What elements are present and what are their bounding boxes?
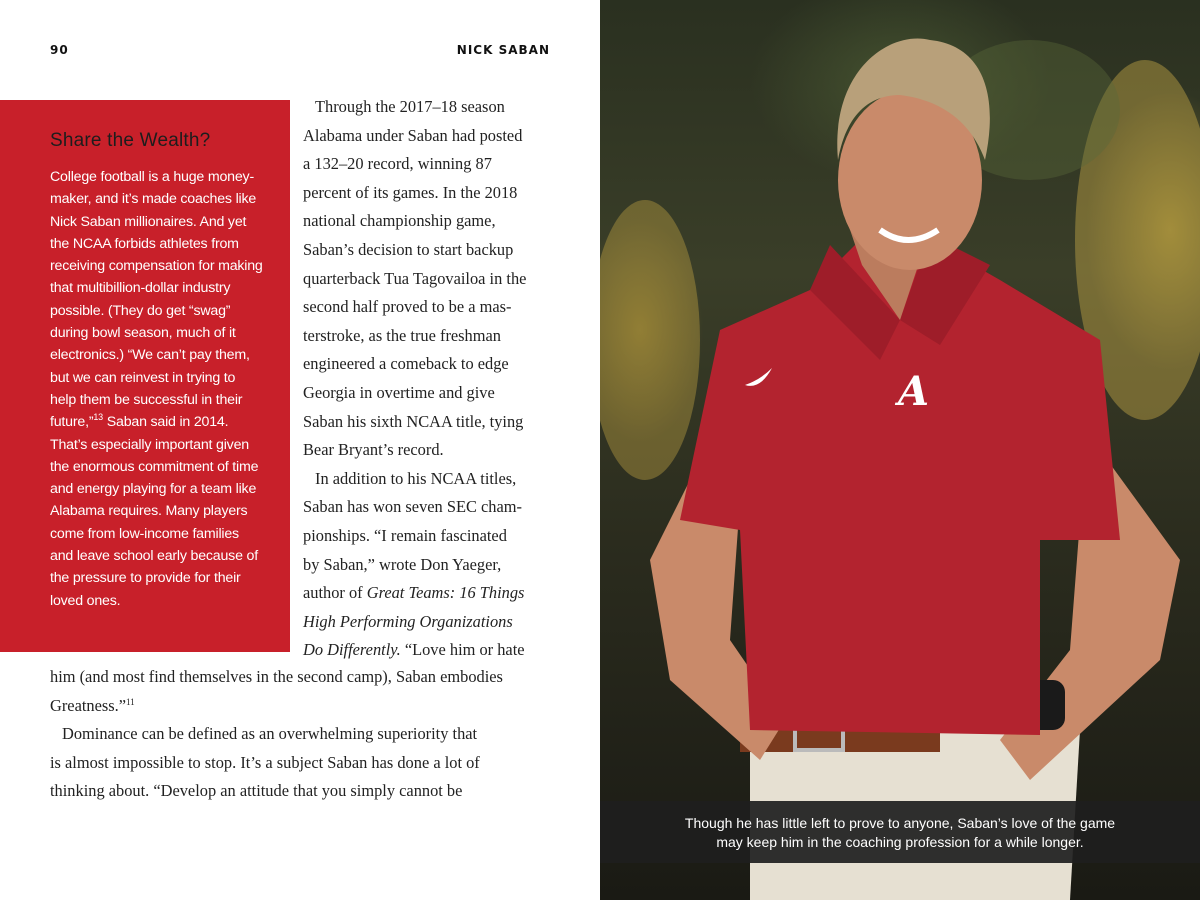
sidebar-line: Nick Saban millionaires. And yet <box>50 213 247 230</box>
sidebar-line: the NCAA forbids athletes from <box>50 235 239 252</box>
book-title: Great Teams: 16 Things <box>366 583 525 603</box>
sidebar-line: the pressure to provide for their <box>50 570 241 587</box>
sidebar-line-part: future,” <box>50 414 94 431</box>
photo-caption <box>600 801 1200 863</box>
sidebar-line: and leave school early because of <box>50 548 258 565</box>
sidebar-box <box>0 100 290 652</box>
body-line <box>303 636 553 665</box>
sidebar-line: help them be successful in their <box>50 391 243 408</box>
body-line: Saban has won seven SEC cham- <box>303 497 522 517</box>
sidebar-line: the enormous commitment of time <box>50 458 259 475</box>
body-line <box>303 579 553 608</box>
body-line: is almost impossible to stop. It’s a subject Saban has done a lot of <box>50 752 480 772</box>
body-line: In addition to his NCAA titles, <box>315 468 517 488</box>
sidebar-line: during bowl season, much of it <box>50 325 236 342</box>
body-line-part: “Love him or hate <box>404 640 525 660</box>
sidebar-line: that multibillion-dollar industry <box>50 280 231 297</box>
body-line: percent of its games. In the 2018 <box>303 182 518 202</box>
body-line <box>50 692 550 721</box>
sidebar-title: Share the Wealth? <box>50 130 211 151</box>
body-column <box>303 93 553 665</box>
body-line-part: author of <box>303 583 363 603</box>
sidebar-line: and energy playing for a team like <box>50 481 257 498</box>
page-number: 90 <box>50 43 69 57</box>
body-line: Saban’s decision to start backup <box>303 239 514 259</box>
sidebar-line: but we can reinvest in trying to <box>50 369 236 386</box>
body-line: a 132–20 record, winning 87 <box>303 154 492 174</box>
sidebar-line: maker, and it’s made coaches like <box>50 191 257 208</box>
body-line-part: Greatness.” <box>50 695 126 715</box>
sidebar-line-part: Saban said in 2014. <box>106 414 229 431</box>
body-full-width <box>50 663 550 806</box>
body-line: Alabama under Saban had posted <box>303 125 523 145</box>
coach-photo <box>600 0 1200 900</box>
body-line: quarterback Tua Tagovailoa in the <box>303 268 527 288</box>
alabama-logo: A <box>898 368 930 415</box>
body-line: Saban his sixth NCAA title, tying <box>303 411 524 431</box>
sidebar-line: loved ones. <box>50 592 121 609</box>
sidebar-line: College football is a huge money- <box>50 169 254 185</box>
sidebar-line: possible. (They do get “swag” <box>50 302 231 319</box>
footnote-ref: 13 <box>93 412 103 423</box>
body-line: him (and most find themselves in the second camp), Saban embodies <box>50 667 503 686</box>
body-line: second half proved to be a mas- <box>303 297 512 317</box>
book-title: High Performing Organizations <box>303 611 513 631</box>
background-blur-shape <box>600 200 700 480</box>
body-line: national championship game, <box>303 211 496 231</box>
sidebar-body <box>50 166 268 612</box>
body-line: pionships. “I remain fascinated <box>303 525 507 545</box>
book-title: Do Differently. <box>303 640 401 660</box>
body-line: Bear Bryant’s record. <box>303 440 444 460</box>
sidebar-line: Alabama requires. Many players <box>50 503 248 520</box>
caption-line: may keep him in the coaching profession for a while longer. <box>716 833 1084 850</box>
sidebar-line <box>50 411 268 433</box>
body-line: Through the 2017–18 season <box>315 97 505 116</box>
right-page-photo <box>600 0 1200 900</box>
body-line: engineered a comeback to edge <box>303 354 509 374</box>
sidebar-line: come from low-income families <box>50 525 239 542</box>
running-head: NICK SABAN <box>456 43 550 57</box>
body-line: Dominance can be defined as an overwhelming superiority that <box>62 724 478 744</box>
caption-line: Though he has little left to prove to anyone, Saban’s love of the game <box>684 815 1116 831</box>
body-line: by Saban,” wrote Don Yaeger, <box>303 554 502 574</box>
footnote-ref: 11 <box>126 696 135 707</box>
body-line: Georgia in overtime and give <box>303 382 495 402</box>
sidebar-line: That’s especially important given <box>50 436 249 453</box>
body-line <box>303 608 553 637</box>
body-line: terstroke, as the true freshman <box>303 325 501 345</box>
sidebar-line: electronics.) “We can’t pay them, <box>50 347 250 364</box>
body-line: thinking about. “Develop an attitude that you simply cannot be <box>50 781 463 801</box>
sidebar-line: receiving compensation for making <box>50 258 263 275</box>
